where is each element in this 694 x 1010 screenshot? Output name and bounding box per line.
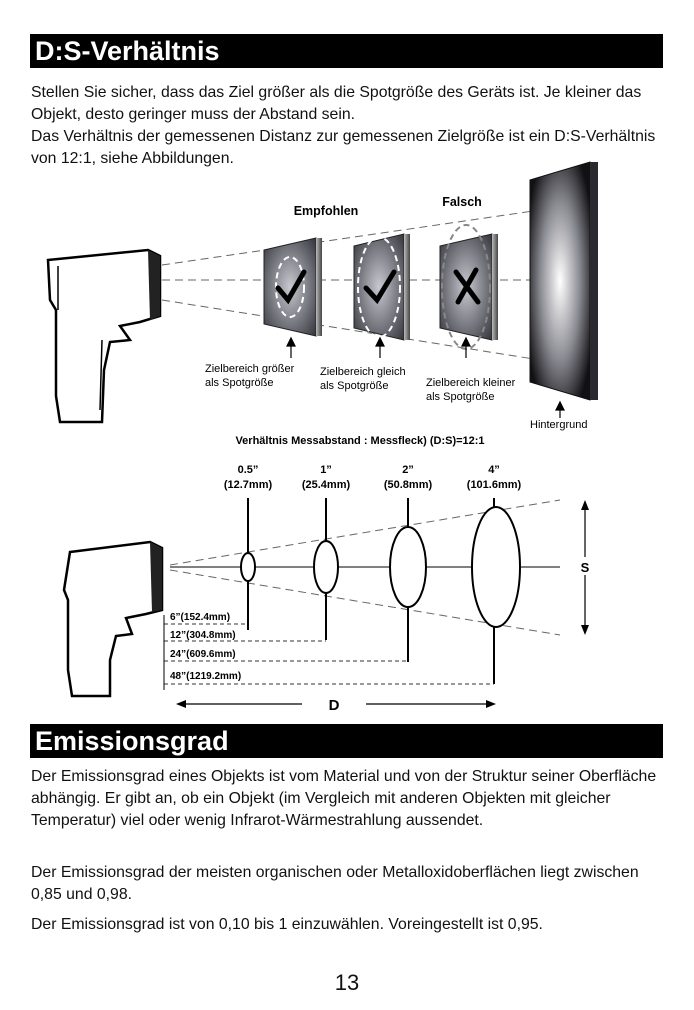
distance-label: 48”(1219.2mm) xyxy=(170,671,242,682)
spot-size-mm: (25.4mm) xyxy=(301,479,351,491)
section-title-emissivity: Emissionsgrad xyxy=(30,724,663,758)
emissivity-paragraph-1: Der Emissionsgrad eines Objekts ist vom Material und von der Struktur seiner Oberfläche abhängig. Er gibt an, ob ein Objekt (im Vergleich mit anderen Objekten mit gleicher Temperatur) viel oder wenig Infrarot-Wärmestrahlung aussendet. xyxy=(31,768,657,829)
target-panel-smaller xyxy=(440,225,498,349)
caption-equal-1: Zielbereich gleich xyxy=(320,366,406,378)
s-arrow xyxy=(576,500,594,635)
spot-size-in: 1” xyxy=(320,464,332,476)
distance-labels xyxy=(170,612,241,682)
spot-size-mm: (101.6mm) xyxy=(466,479,522,491)
spot-circles xyxy=(241,498,520,684)
spot-size-in: 0.5” xyxy=(237,464,259,476)
ratio-title: Verhältnis Messabstand : Messfleck) (D:S)=12:1 xyxy=(235,435,485,447)
ds-paragraph-1: Stellen Sie sicher, dass das Ziel größer als die Spotgröße des Geräts ist. Je kleiner das Objekt, desto geringer muss der Abstand sein. xyxy=(31,84,642,123)
caption-larger-1: Zielbereich größer xyxy=(205,363,295,375)
spot-labels xyxy=(224,464,522,491)
caption-larger-2: als Spotgröße xyxy=(205,377,274,389)
label-d: D xyxy=(328,697,340,714)
spot-size-in: 2” xyxy=(402,464,414,476)
d-arrow xyxy=(176,697,496,714)
section-title-ds-ratio: D:S-Verhältnis xyxy=(30,34,663,68)
emissivity-paragraph-2: Der Emissionsgrad der meisten organischen oder Metalloxidoberflächen liegt zwischen 0,85 und 0,98. xyxy=(31,864,639,903)
distance-label: 12”(304.8mm) xyxy=(170,630,236,641)
caption-smaller-1: Zielbereich kleiner xyxy=(426,377,516,389)
background-wall xyxy=(530,162,598,400)
caption-smaller-2: als Spotgröße xyxy=(426,391,495,403)
thermometer-gun-icon xyxy=(48,250,160,422)
ds-paragraph-2: Das Verhältnis der gemessenen Distanz zur gemessenen Zielgröße ist ein D:S-Verhältnis von 12:1, siehe Abbildungen. xyxy=(31,128,656,167)
label-recommended: Empfohlen xyxy=(293,204,359,218)
distance-label: 6”(152.4mm) xyxy=(170,612,231,623)
label-s: S xyxy=(580,560,590,575)
emissivity-paragraph-3: Der Emissionsgrad ist von 0,10 bis 1 einzuwählen. Voreingestellt ist 0,95. xyxy=(31,916,543,933)
label-wrong: Falsch xyxy=(442,195,482,209)
thermometer-gun-icon xyxy=(64,542,162,696)
spot-size-mm: (50.8mm) xyxy=(383,479,433,491)
target-panel-equal xyxy=(354,234,410,340)
ds-ratio-figure xyxy=(0,160,694,720)
page-number: 13 xyxy=(334,970,360,995)
spot-size-in: 4” xyxy=(488,464,500,476)
distance-label: 24”(609.6mm) xyxy=(170,649,236,660)
caption-background: Hintergrund xyxy=(530,419,588,431)
target-panel-larger xyxy=(264,238,322,336)
spot-size-mm: (12.7mm) xyxy=(223,479,273,491)
caption-equal-2: als Spotgröße xyxy=(320,380,389,392)
